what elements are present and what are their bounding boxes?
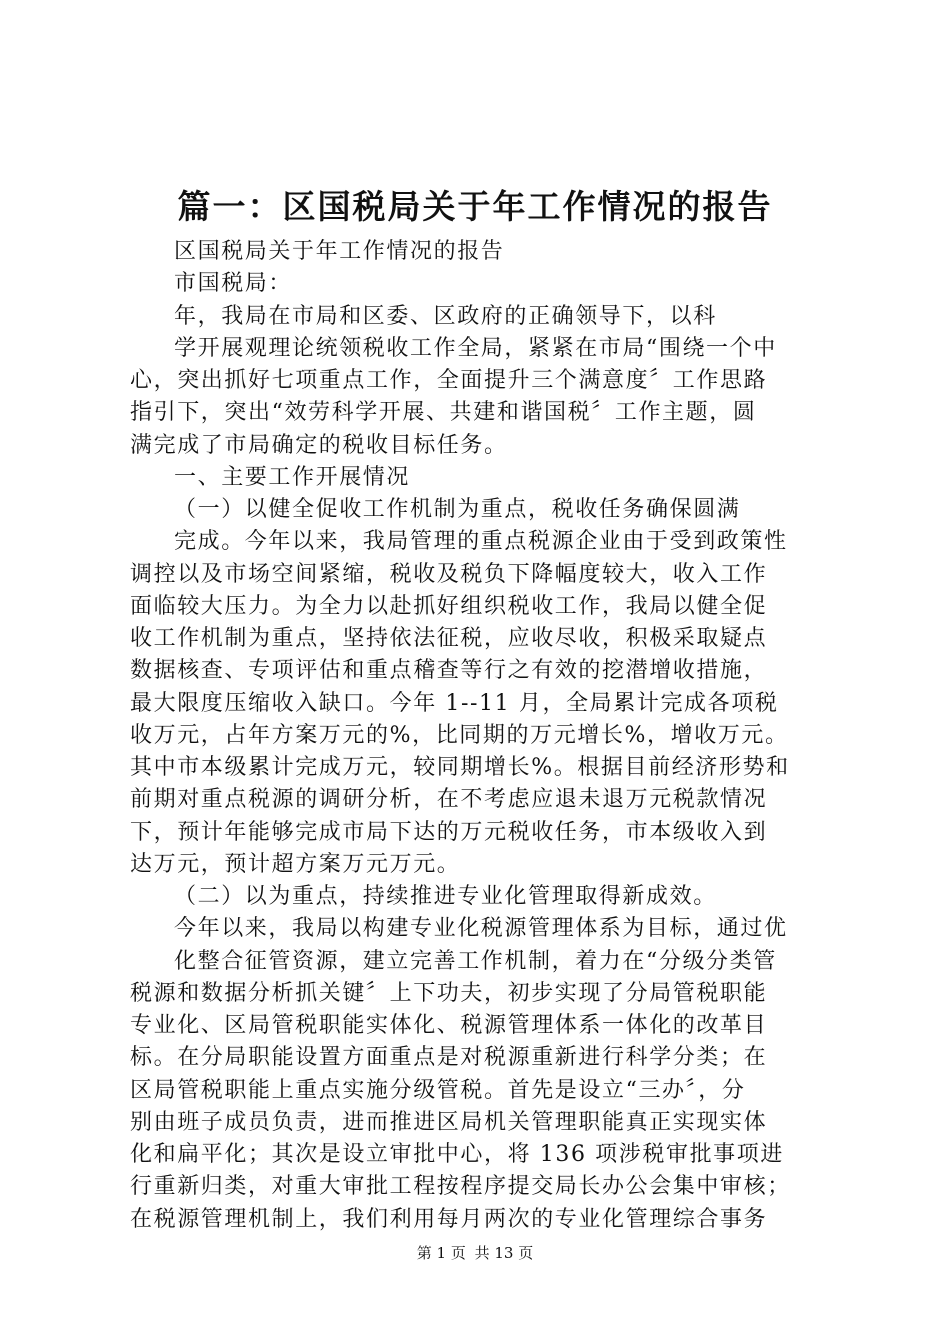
paragraph-line: 税源和数据分析抓关键〞上下功夫，初步实现了分局管税职能 (130, 980, 768, 1006)
paragraph-line: 下，预计年能够完成市局下达的万元税收任务，市本级收入到 (130, 819, 768, 845)
paragraph-line: 其中市本级累计完成万元，较同期增长%。根据目前经济形势和 (130, 755, 790, 780)
paragraph-line: 今年以来，我局以构建专业化税源管理体系为目标，通过优 (174, 916, 788, 942)
paragraph-line: 区局管税职能上重点实施分级管税。首先是设立“三办〞，分 (130, 1077, 746, 1103)
paragraph-line: 达万元，预计超方案万元万元。 (130, 851, 461, 877)
paragraph-line: 指引下，突出“效劳科学开展、共建和谐国税〞工作主题，圆 (130, 400, 757, 426)
paragraph-line: 面临较大压力。为全力以赴抓好组织税收工作，我局以健全促 (130, 593, 768, 619)
paragraph-line: 收工作机制为重点，坚持依法征税，应收尽收，积极采取疑点 (130, 626, 768, 651)
paragraph-line: 最大限度压缩收入缺口。今年 1--11 月，全局累计完成各项税 (130, 690, 779, 716)
document-title: 篇一：区国税局关于年工作情况的报告 (177, 187, 773, 226)
paragraph-line: 别由班子成员负责，进而推进区局机关管理职能真正实现实体 (130, 1109, 768, 1135)
salutation-line: 市国税局： (174, 271, 293, 297)
paragraph-line: 在税源管理机制上，我们利用每月两次的专业化管理综合事务 (130, 1206, 768, 1232)
paragraph-line: 数据核查、专项评估和重点稽查等行之有效的挖潜增收措施， (130, 658, 768, 684)
paragraph-line: 调控以及市场空间紧缩，税收及税负下降幅度较大，收入工作 (130, 561, 768, 587)
paragraph-line: 心，突出抓好七项重点工作，全面提升三个满意度〞工作思路 (130, 368, 768, 393)
paragraph-line: 前期对重点税源的调研分析，在不考虑应退未退万元税款情况 (130, 787, 768, 813)
paragraph-line: 学开展观理论统领税收工作全局，紧紧在市局“围绕一个中 (174, 335, 777, 361)
page-total: 共 13 页 (474, 1244, 534, 1262)
paragraph-line: 满完成了市局确定的税收目标任务。 (130, 432, 508, 458)
section-heading: 一、主要工作开展情况 (174, 464, 411, 490)
page-number: 第 1 页 (416, 1244, 466, 1262)
subtitle-line: 区国税局关于年工作情况的报告 (174, 239, 505, 264)
document-body (130, 236, 830, 1236)
paragraph-line: 化整合征管资源，建立完善工作机制，着力在“分级分类管 (174, 948, 777, 974)
subsection-heading: （一）以健全促收工作机制为重点，税收任务确保圆满 (174, 497, 741, 522)
paragraph-line: 行重新归类，对重大审批工程按程序提交局长办公会集中审核； (130, 1174, 791, 1200)
page-footer (0, 1243, 950, 1263)
paragraph-line: 完成。今年以来，我局管理的重点税源企业由于受到政策性 (174, 529, 788, 555)
paragraph-line: 年，我局在市局和区委、区政府的正确领导下，以科 (174, 303, 717, 329)
paragraph-line: 收万元，占年方案万元的%，比同期的万元增长%，增收万元。 (130, 722, 789, 748)
paragraph-line: 化和扁平化；其次是设立审批中心，将 136 项涉税审批事项进 (130, 1142, 784, 1167)
subsection-heading: （二）以为重点，持续推进专业化管理取得新成效。 (174, 884, 717, 909)
paragraph-line: 标。在分局职能设置方面重点是对税源重新进行科学分类；在 (130, 1045, 768, 1071)
paragraph-line: 专业化、区局管税职能实体化、税源管理体系一体化的改革目 (130, 1013, 768, 1038)
